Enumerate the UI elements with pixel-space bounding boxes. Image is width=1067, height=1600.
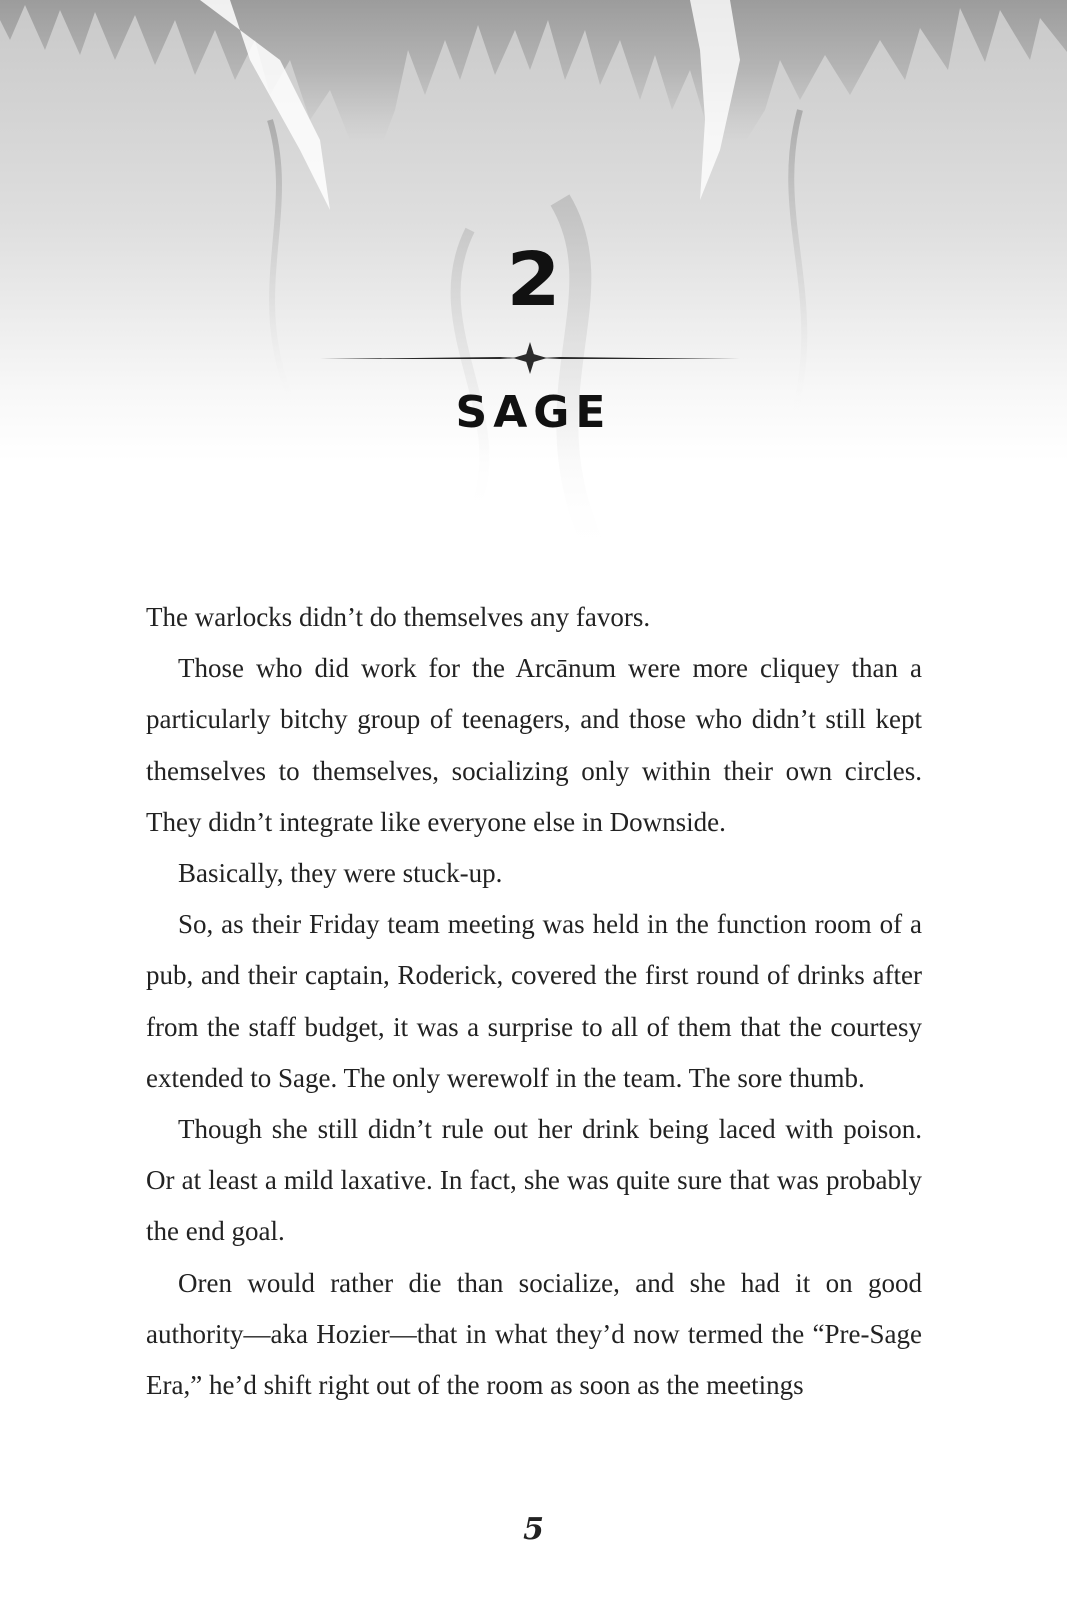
chapter-title: SAGE <box>455 387 612 438</box>
divider-ornament <box>320 338 740 378</box>
page-number: 5 <box>523 1512 544 1547</box>
paragraph: Those who did work for the Arcānum were more cliquey than a particularly bitchy group of teenagers, and those who didn’t still kept themselves to themselves, socializing only within their own circles. They didn’t integrate like everyone else in Downside. <box>146 653 922 837</box>
chapter-body <box>146 592 922 1411</box>
paragraph: So, as their Friday team meeting was held in the function room of a pub, and their captain, Roderick, covered the first round of drinks after from the staff budget, it was a surprise to all of them that the courtesy extended to Sage. The only werewolf in the team. The sore thumb. <box>146 909 922 1093</box>
paragraph: Though she still didn’t rule out her drink being laced with poison. Or at least a mild laxative. In fact, she was quite sure that was probably the end goal. <box>146 1114 922 1247</box>
chapter-number: 2 <box>506 237 561 323</box>
paragraph: Basically, they were stuck-up. <box>178 858 503 889</box>
paragraph: Oren would rather die than socialize, and she had it on good authority—aka Hozier—that in what they’d now termed the “Pre-Sage Era,” he’d shift right out of the room as soon as the meetings <box>146 1267 922 1401</box>
paragraph: The warlocks didn’t do themselves any favors. <box>146 602 651 632</box>
